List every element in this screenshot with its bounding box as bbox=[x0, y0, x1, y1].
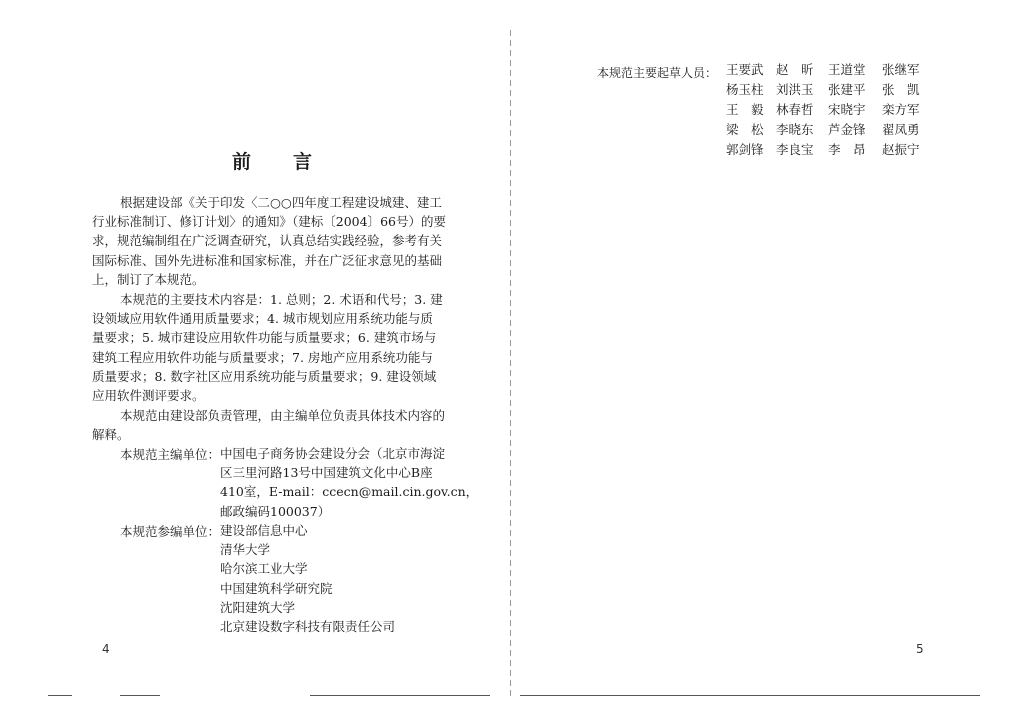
drafter-name: 翟凤勇 bbox=[882, 122, 920, 137]
participant-unit: 建设部信息中心 bbox=[220, 523, 308, 538]
scan-rule-left-2 bbox=[120, 695, 160, 696]
para-line: 国际标准、国外先进标准和国家标准，并在广泛征求意见的基础 bbox=[92, 252, 443, 268]
drafter-name: 梁 松 bbox=[726, 122, 764, 137]
drafter-name: 芦金锋 bbox=[828, 122, 866, 137]
chief-editor-details bbox=[220, 444, 478, 521]
drafters-label: 本规范主要起草人员： bbox=[597, 66, 718, 80]
para-line: 建筑工程应用软件功能与质量要求；7. 房地产应用系统功能与 bbox=[92, 349, 433, 365]
para-line: 上，制订了本规范。 bbox=[92, 271, 205, 287]
para-line: 根据建设部《关于印发〈二○○四年度工程建设城建、建工 bbox=[120, 195, 442, 210]
chief-editor-line: 区三里河路13号中国建筑文化中心B座 bbox=[220, 465, 433, 481]
page-number-left: 4 bbox=[102, 642, 110, 656]
drafter-name: 王道堂 bbox=[828, 62, 866, 77]
drafter-name: 李 昂 bbox=[828, 142, 866, 157]
participant-unit: 中国建筑科学研究院 bbox=[220, 580, 333, 596]
left-page bbox=[0, 0, 510, 724]
drafters-list bbox=[726, 62, 932, 158]
participant-unit: 清华大学 bbox=[220, 542, 271, 558]
participant-unit: 北京建设数字科技有限责任公司 bbox=[220, 619, 396, 635]
para-line: 本规范由建设部负责管理，由主编单位负责具体技术内容的 bbox=[120, 408, 446, 423]
drafter-name: 王要武 bbox=[726, 62, 764, 77]
paragraph-contents bbox=[92, 290, 452, 405]
participant-unit: 哈尔滨工业大学 bbox=[220, 561, 308, 577]
paragraph-management bbox=[92, 406, 452, 444]
drafter-name: 张继军 bbox=[882, 62, 920, 77]
drafter-name: 刘洪玉 bbox=[776, 82, 814, 97]
para-line: 质量要求；8. 数字社区应用系统功能与质量要求；9. 建设领域 bbox=[92, 368, 437, 384]
drafter-name: 赵 昕 bbox=[776, 62, 814, 77]
para-line: 应用软件测评要求。 bbox=[92, 388, 205, 404]
chief-editor-line: 邮政编码100037） bbox=[220, 503, 331, 519]
page-title bbox=[232, 147, 312, 174]
participants-label: 本规范参编单位： bbox=[120, 524, 221, 539]
drafter-name: 张 凯 bbox=[882, 82, 920, 97]
book-spine-divider bbox=[510, 30, 511, 700]
drafter-name: 李良宝 bbox=[776, 142, 814, 157]
drafter-name: 郭剑锋 bbox=[726, 142, 764, 157]
para-line: 本规范的主要技术内容是：1. 总则；2. 术语和代号；3. 建 bbox=[120, 292, 443, 307]
paragraph-basis bbox=[92, 193, 452, 289]
participants-list bbox=[220, 521, 395, 636]
drafter-name: 王 毅 bbox=[726, 102, 764, 117]
scan-rule-left bbox=[48, 695, 72, 696]
drafter-name: 张建平 bbox=[828, 82, 866, 97]
participant-unit: 沈阳建筑大学 bbox=[220, 599, 296, 615]
para-line: 设领域应用软件通用质量要求；4. 城市规划应用系统功能与质 bbox=[92, 311, 433, 327]
drafter-name: 宋晓宇 bbox=[828, 102, 866, 117]
para-line: 解释。 bbox=[92, 427, 130, 443]
para-line: 量要求；5. 城市建设应用软件功能与质量要求；6. 建筑市场与 bbox=[92, 330, 437, 346]
chief-editor-line: 410室，E-mail：ccecn@mail.cin.gov.cn， bbox=[220, 484, 479, 500]
drafter-name: 栾方军 bbox=[882, 102, 920, 117]
page-number-right: 5 bbox=[916, 642, 924, 656]
drafter-name: 杨玉柱 bbox=[726, 82, 764, 97]
scan-rule-right bbox=[520, 695, 980, 696]
chief-editor-line: 中国电子商务协会建设分会（北京市海淀 bbox=[220, 446, 446, 461]
para-line: 求，规范编制组在广泛调查研究，认真总结实践经验，参考有关 bbox=[92, 233, 443, 249]
scan-rule-left-3 bbox=[310, 695, 490, 696]
para-line: 行业标准制订、修订计划〉的通知》（建标〔2004〕66号）的要 bbox=[92, 214, 446, 230]
drafter-name: 赵振宁 bbox=[882, 142, 920, 157]
title-char-2: 言 bbox=[292, 151, 312, 173]
drafter-name: 李晓东 bbox=[776, 122, 814, 137]
drafter-name: 林春哲 bbox=[776, 102, 814, 117]
title-char-1: 前 bbox=[232, 151, 252, 173]
chief-editor-label: 本规范主编单位： bbox=[120, 447, 221, 462]
